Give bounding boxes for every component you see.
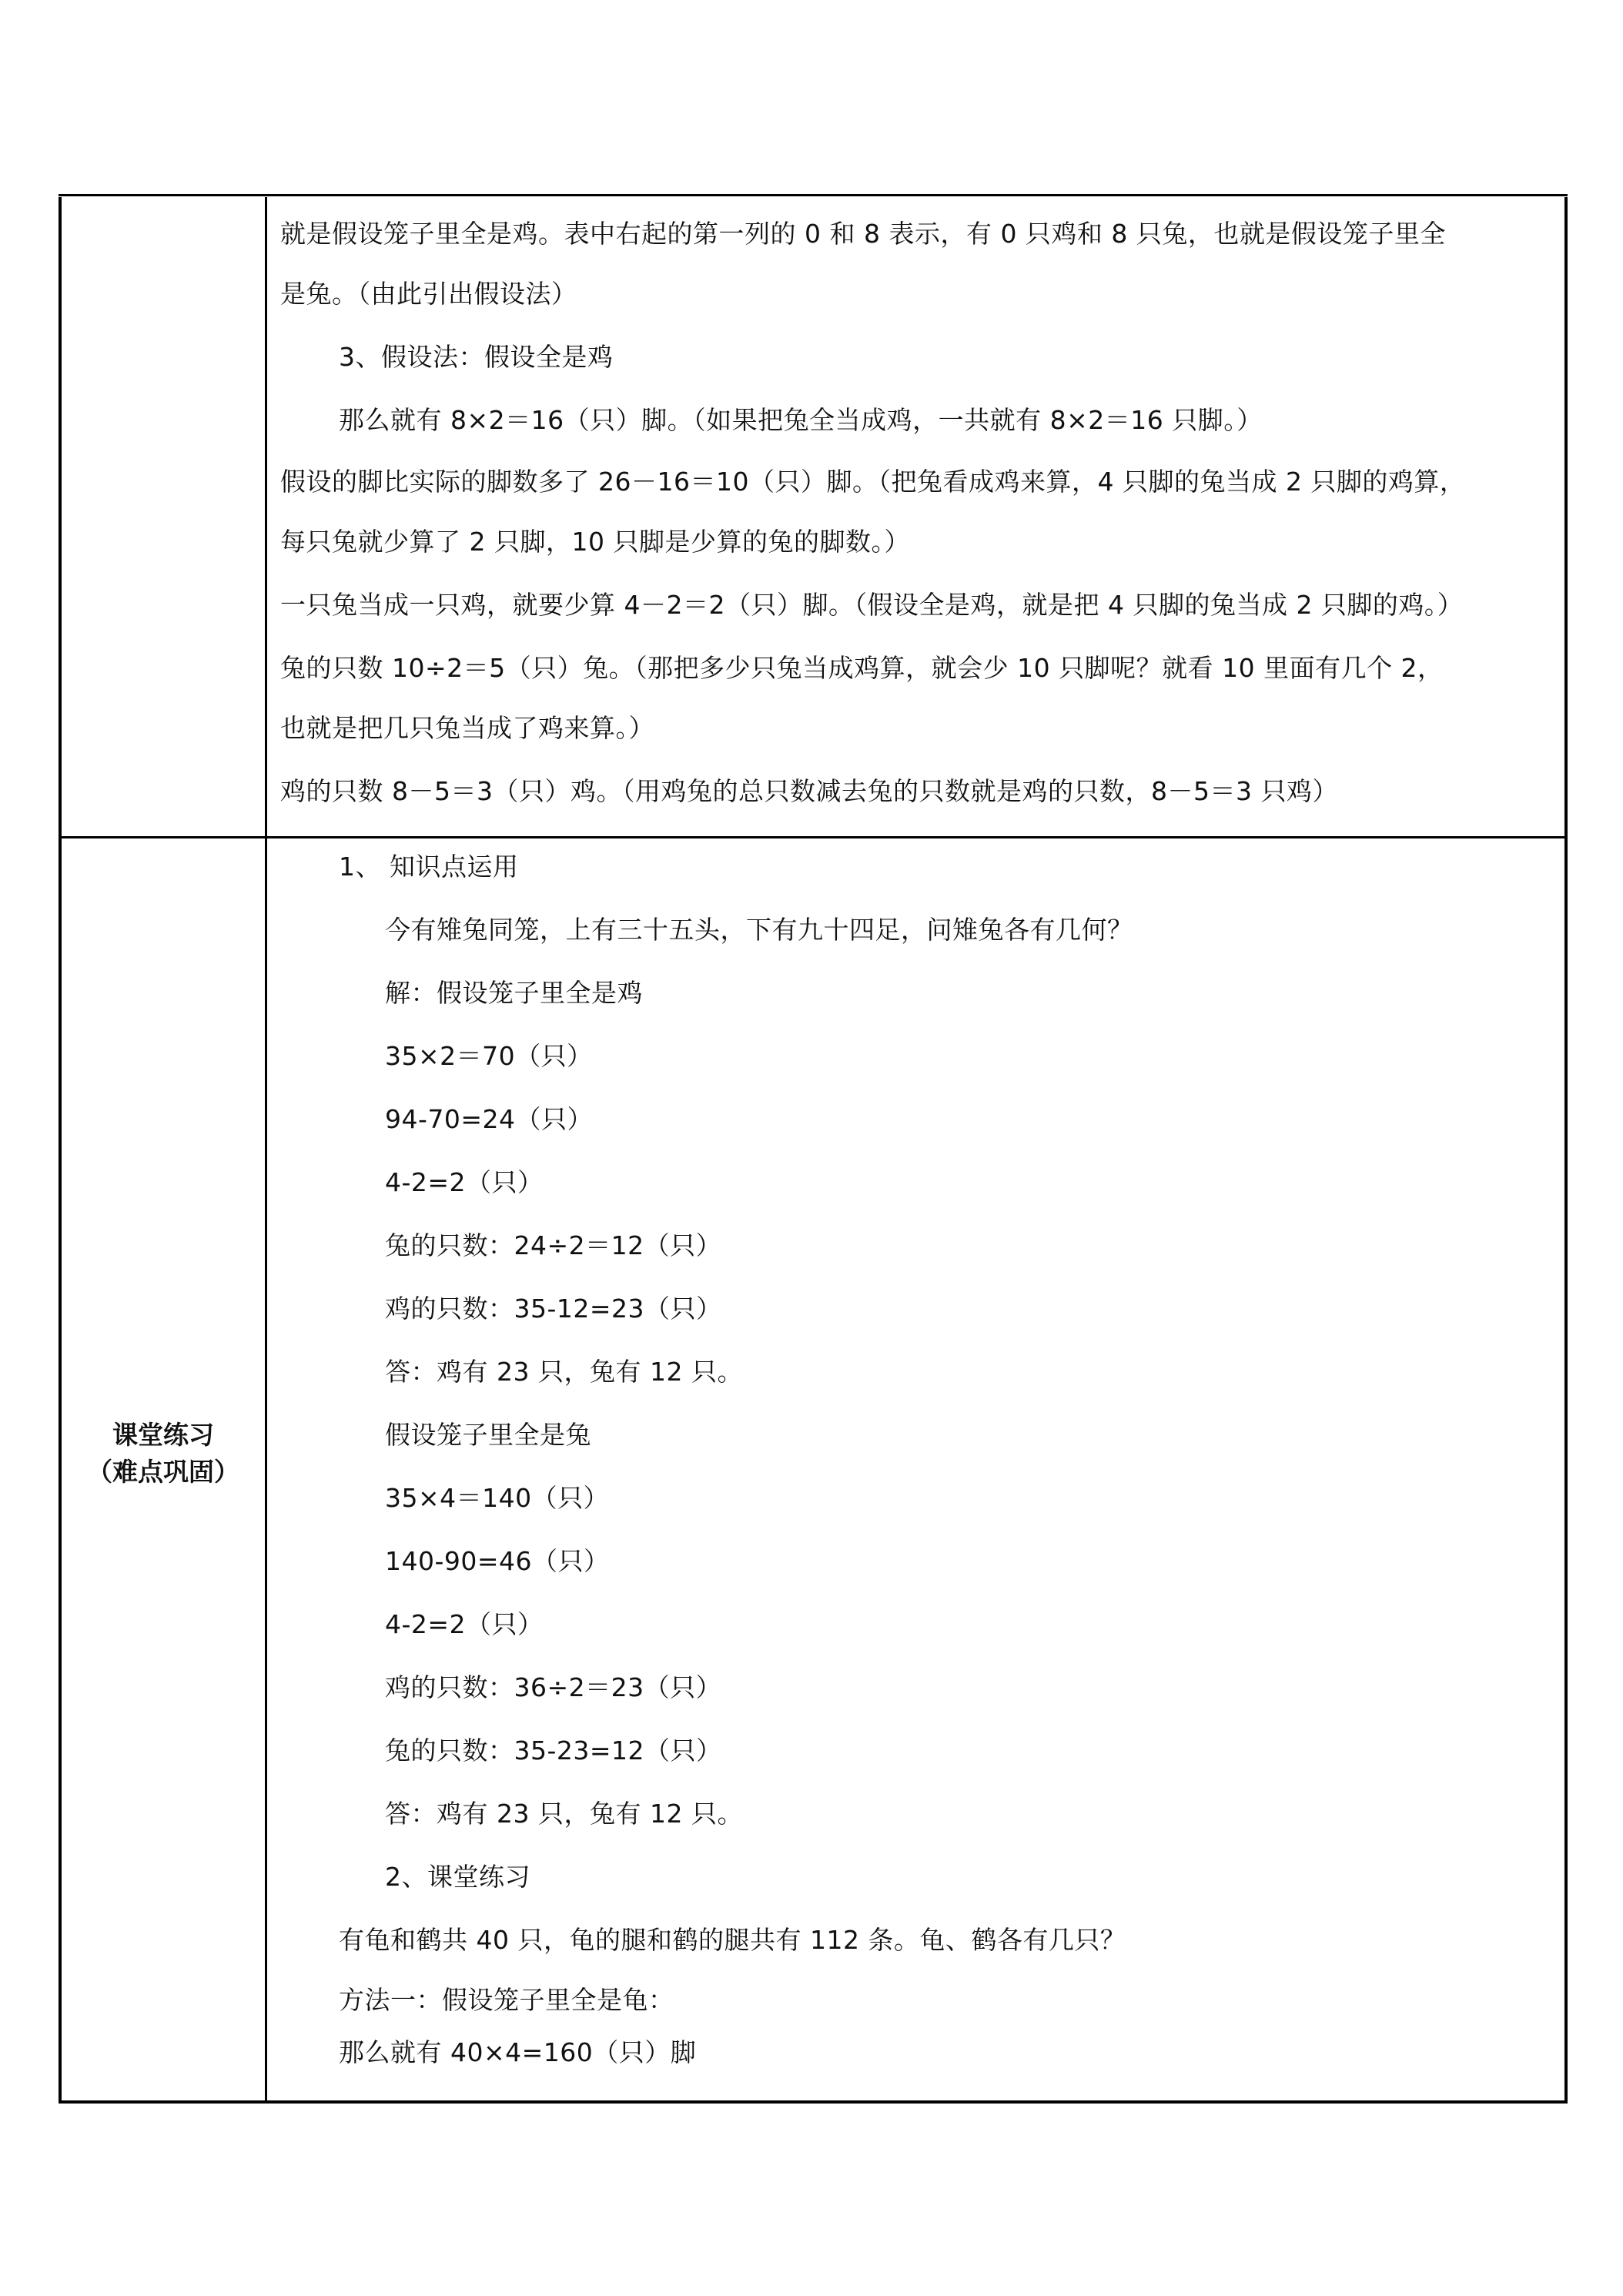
lower-line-14: 鸡的只数：36÷2＝23（只） [385, 1672, 722, 1702]
lower-line-10: 假设笼子里全是兔 [385, 1420, 591, 1450]
upper-line-8: 兔的只数 10÷2＝5（只）兔。（那把多少只兔当成鸡算，就会少 10 只脚呢？就看 10 里面有几个 2， [280, 653, 1444, 683]
upper-line-9: 也就是把几只兔当成了鸡来算。） [280, 713, 654, 743]
lower-line-8: 鸡的只数：35-12=23（只） [385, 1294, 722, 1324]
upper-line-1: 就是假设笼子里全是鸡。表中右起的第一列的 0 和 8 表示，有 0 只鸡和 8 只兔，也就是假设笼子里全 [280, 219, 1446, 249]
lower-line-13: 4-2=2（只） [385, 1609, 544, 1639]
column-divider [265, 197, 267, 2100]
lower-line-19: 方法一：假设笼子里全是龟： [339, 1985, 674, 2015]
section-label-title: 课堂练习 [112, 1420, 214, 1450]
lower-line-6: 4-2=2（只） [385, 1167, 544, 1197]
lower-line-1: 1、 知识点运用 [339, 852, 519, 882]
lower-line-3: 解：假设笼子里全是鸡 [385, 978, 643, 1008]
lower-line-5: 94-70=24（只） [385, 1104, 594, 1134]
lesson-table [59, 197, 1568, 2104]
lower-line-18: 有龟和鹤共 40 只，龟的腿和鹤的腿共有 112 条。龟、鹤各有几只？ [339, 1925, 1126, 1955]
row-divider [62, 836, 1564, 838]
lower-line-7: 兔的只数：24÷2＝12（只） [385, 1230, 722, 1260]
lower-line-17: 2、课堂练习 [385, 1862, 530, 1892]
section-label [62, 1417, 265, 1491]
table-top-border [59, 194, 1568, 196]
lower-line-15: 兔的只数：35-23=12（只） [385, 1735, 722, 1766]
upper-line-7: 一只兔当成一只鸡，就要少算 4－2＝2（只）脚。（假设全是鸡，就是把 4 只脚的兔当成 2 只脚的鸡。） [280, 590, 1464, 620]
section-label-subtitle: （难点巩固） [87, 1457, 239, 1487]
upper-line-2: 是兔。（由此引出假设法） [280, 279, 577, 309]
upper-line-10: 鸡的只数 8－5＝3（只）鸡。（用鸡兔的总只数减去兔的只数就是鸡的只数，8－5＝3 只鸡） [280, 776, 1338, 806]
lower-line-2: 今有雉兔同笼，上有三十五头，下有九十四足，问雉兔各有几何？ [385, 915, 1133, 945]
upper-line-6: 每只兔就少算了 2 只脚，10 只脚是少算的兔的脚数。） [280, 527, 910, 557]
lower-line-11: 35×4＝140（只） [385, 1483, 610, 1513]
upper-line-5: 假设的脚比实际的脚数多了 26－16＝10（只）脚。（把兔看成鸡来算，4 只脚的兔当成 2 只脚的鸡算， [280, 467, 1466, 497]
upper-line-4: 那么就有 8×2＝16（只）脚。（如果把兔全当成鸡，一共就有 8×2＝16 只脚。） [339, 405, 1263, 435]
lower-line-16: 答：鸡有 23 只，兔有 12 只。 [385, 1799, 743, 1829]
lower-line-4: 35×2＝70（只） [385, 1041, 593, 1071]
lower-line-20: 那么就有 40×4=160（只）脚 [339, 2037, 697, 2067]
lower-line-12: 140-90=46（只） [385, 1546, 610, 1576]
upper-line-3: 3、假设法：假设全是鸡 [339, 342, 614, 372]
lower-line-9: 答：鸡有 23 只，兔有 12 只。 [385, 1357, 743, 1387]
